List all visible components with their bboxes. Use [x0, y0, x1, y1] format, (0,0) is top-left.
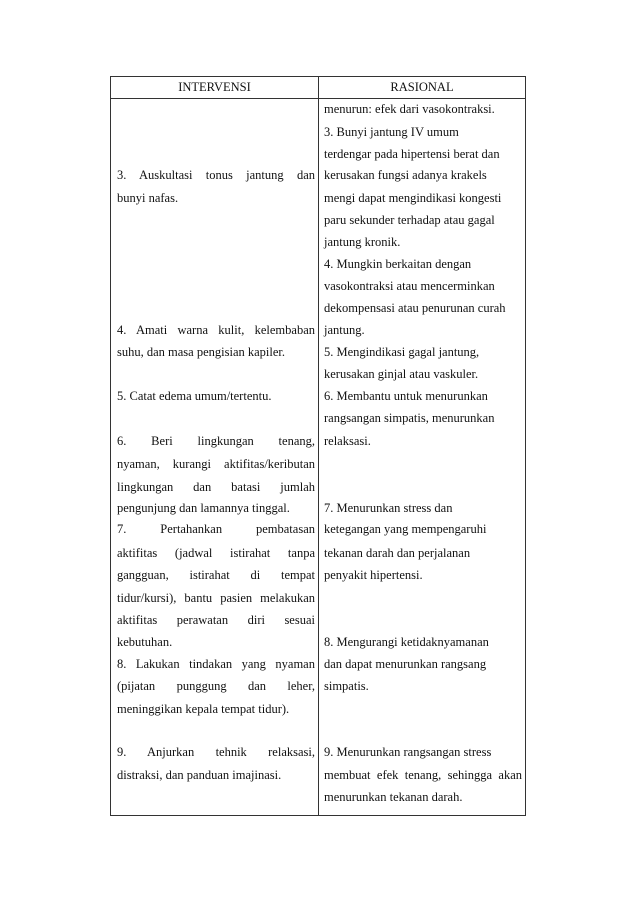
rationale-line: 9. Menurunkan rangsangan stress	[324, 745, 492, 759]
header-rationale: RASIONAL	[390, 80, 454, 94]
intervention-line: 8. Lakukan tindakan yang nyaman	[117, 657, 315, 671]
intervention-line: 4. Amati warna kulit, kelembaban	[117, 323, 315, 337]
intervention-line: distraksi, dan panduan imajinasi.	[117, 768, 282, 782]
intervention-line: (pijatan punggung dan leher,	[117, 679, 315, 693]
rationale-line: kerusakan fungsi adanya krakels	[324, 168, 487, 182]
rationale-line: jantung.	[324, 323, 365, 337]
intervention-line: tidur/kursi), bantu pasien melakukan	[117, 591, 315, 605]
rationale-line: penyakit hipertensi.	[324, 568, 423, 582]
rationale-line: vasokontraksi atau mencerminkan	[324, 279, 495, 293]
rationale-line: relaksasi.	[324, 434, 371, 448]
rationale-line: 4. Mungkin berkaitan dengan	[324, 257, 472, 271]
rationale-line: 3. Bunyi jantung IV umum	[324, 125, 459, 139]
rationale-line: paru sekunder terhadap atau gagal	[324, 213, 495, 227]
rationale-line: 5. Mengindikasi gagal jantung,	[324, 345, 480, 359]
intervention-line: 9. Anjurkan tehnik relaksasi,	[117, 745, 315, 759]
intervention-line: 5. Catat edema umum/tertentu.	[117, 389, 272, 403]
rationale-line: 8. Mengurangi ketidaknyamanan	[324, 635, 489, 649]
intervention-line: nyaman, kurangi aktifitas/keributan	[117, 457, 315, 471]
intervention-line: aktifitas perawatan diri sesuai	[117, 613, 315, 627]
rationale-line: rangsangan simpatis, menurunkan	[324, 411, 495, 425]
intervention-line: aktifitas (jadwal istirahat tanpa	[117, 546, 315, 560]
intervention-line: 3. Auskultasi tonus jantung dan	[117, 168, 315, 182]
rationale-line: dan dapat menurunkan rangsang	[324, 657, 487, 671]
intervention-line: meninggikan kepala tempat tidur).	[117, 702, 290, 716]
column-divider	[318, 77, 319, 815]
intervention-line: suhu, dan masa pengisian kapiler.	[117, 345, 286, 359]
rationale-line: dekompensasi atau penurunan curah	[324, 301, 506, 315]
intervention-line: 6. Beri lingkungan tenang,	[117, 434, 315, 448]
intervention-line: 7. Pertahankan pembatasan	[117, 522, 315, 536]
rationale-line: jantung kronik.	[324, 235, 401, 249]
intervention-line: bunyi nafas.	[117, 191, 179, 205]
rationale-line: mengi dapat mengindikasi kongesti	[324, 191, 502, 205]
rationale-line: menurun: efek dari vasokontraksi.	[324, 102, 495, 116]
header-intervention: INTERVENSI	[178, 80, 251, 94]
intervention-line: lingkungan dan batasi jumlah	[117, 480, 315, 494]
rationale-line: terdengar pada hipertensi berat dan	[324, 147, 500, 161]
rationale-line: tekanan darah dan perjalanan	[324, 546, 471, 560]
intervention-line: kebutuhan.	[117, 635, 173, 649]
rationale-line: menurunkan tekanan darah.	[324, 790, 463, 804]
rationale-line: membuat efek tenang, sehingga akan	[324, 768, 522, 782]
rationale-line: 6. Membantu untuk menurunkan	[324, 389, 488, 403]
intervention-line: pengunjung dan lamannya tinggal.	[117, 501, 290, 515]
rationale-line: kerusakan ginjal atau vaskuler.	[324, 367, 479, 381]
rationale-line: ketegangan yang mempengaruhi	[324, 522, 487, 536]
rationale-line: simpatis.	[324, 679, 369, 693]
rationale-line: 7. Menurunkan stress dan	[324, 501, 453, 515]
intervention-line: gangguan, istirahat di tempat	[117, 568, 315, 582]
